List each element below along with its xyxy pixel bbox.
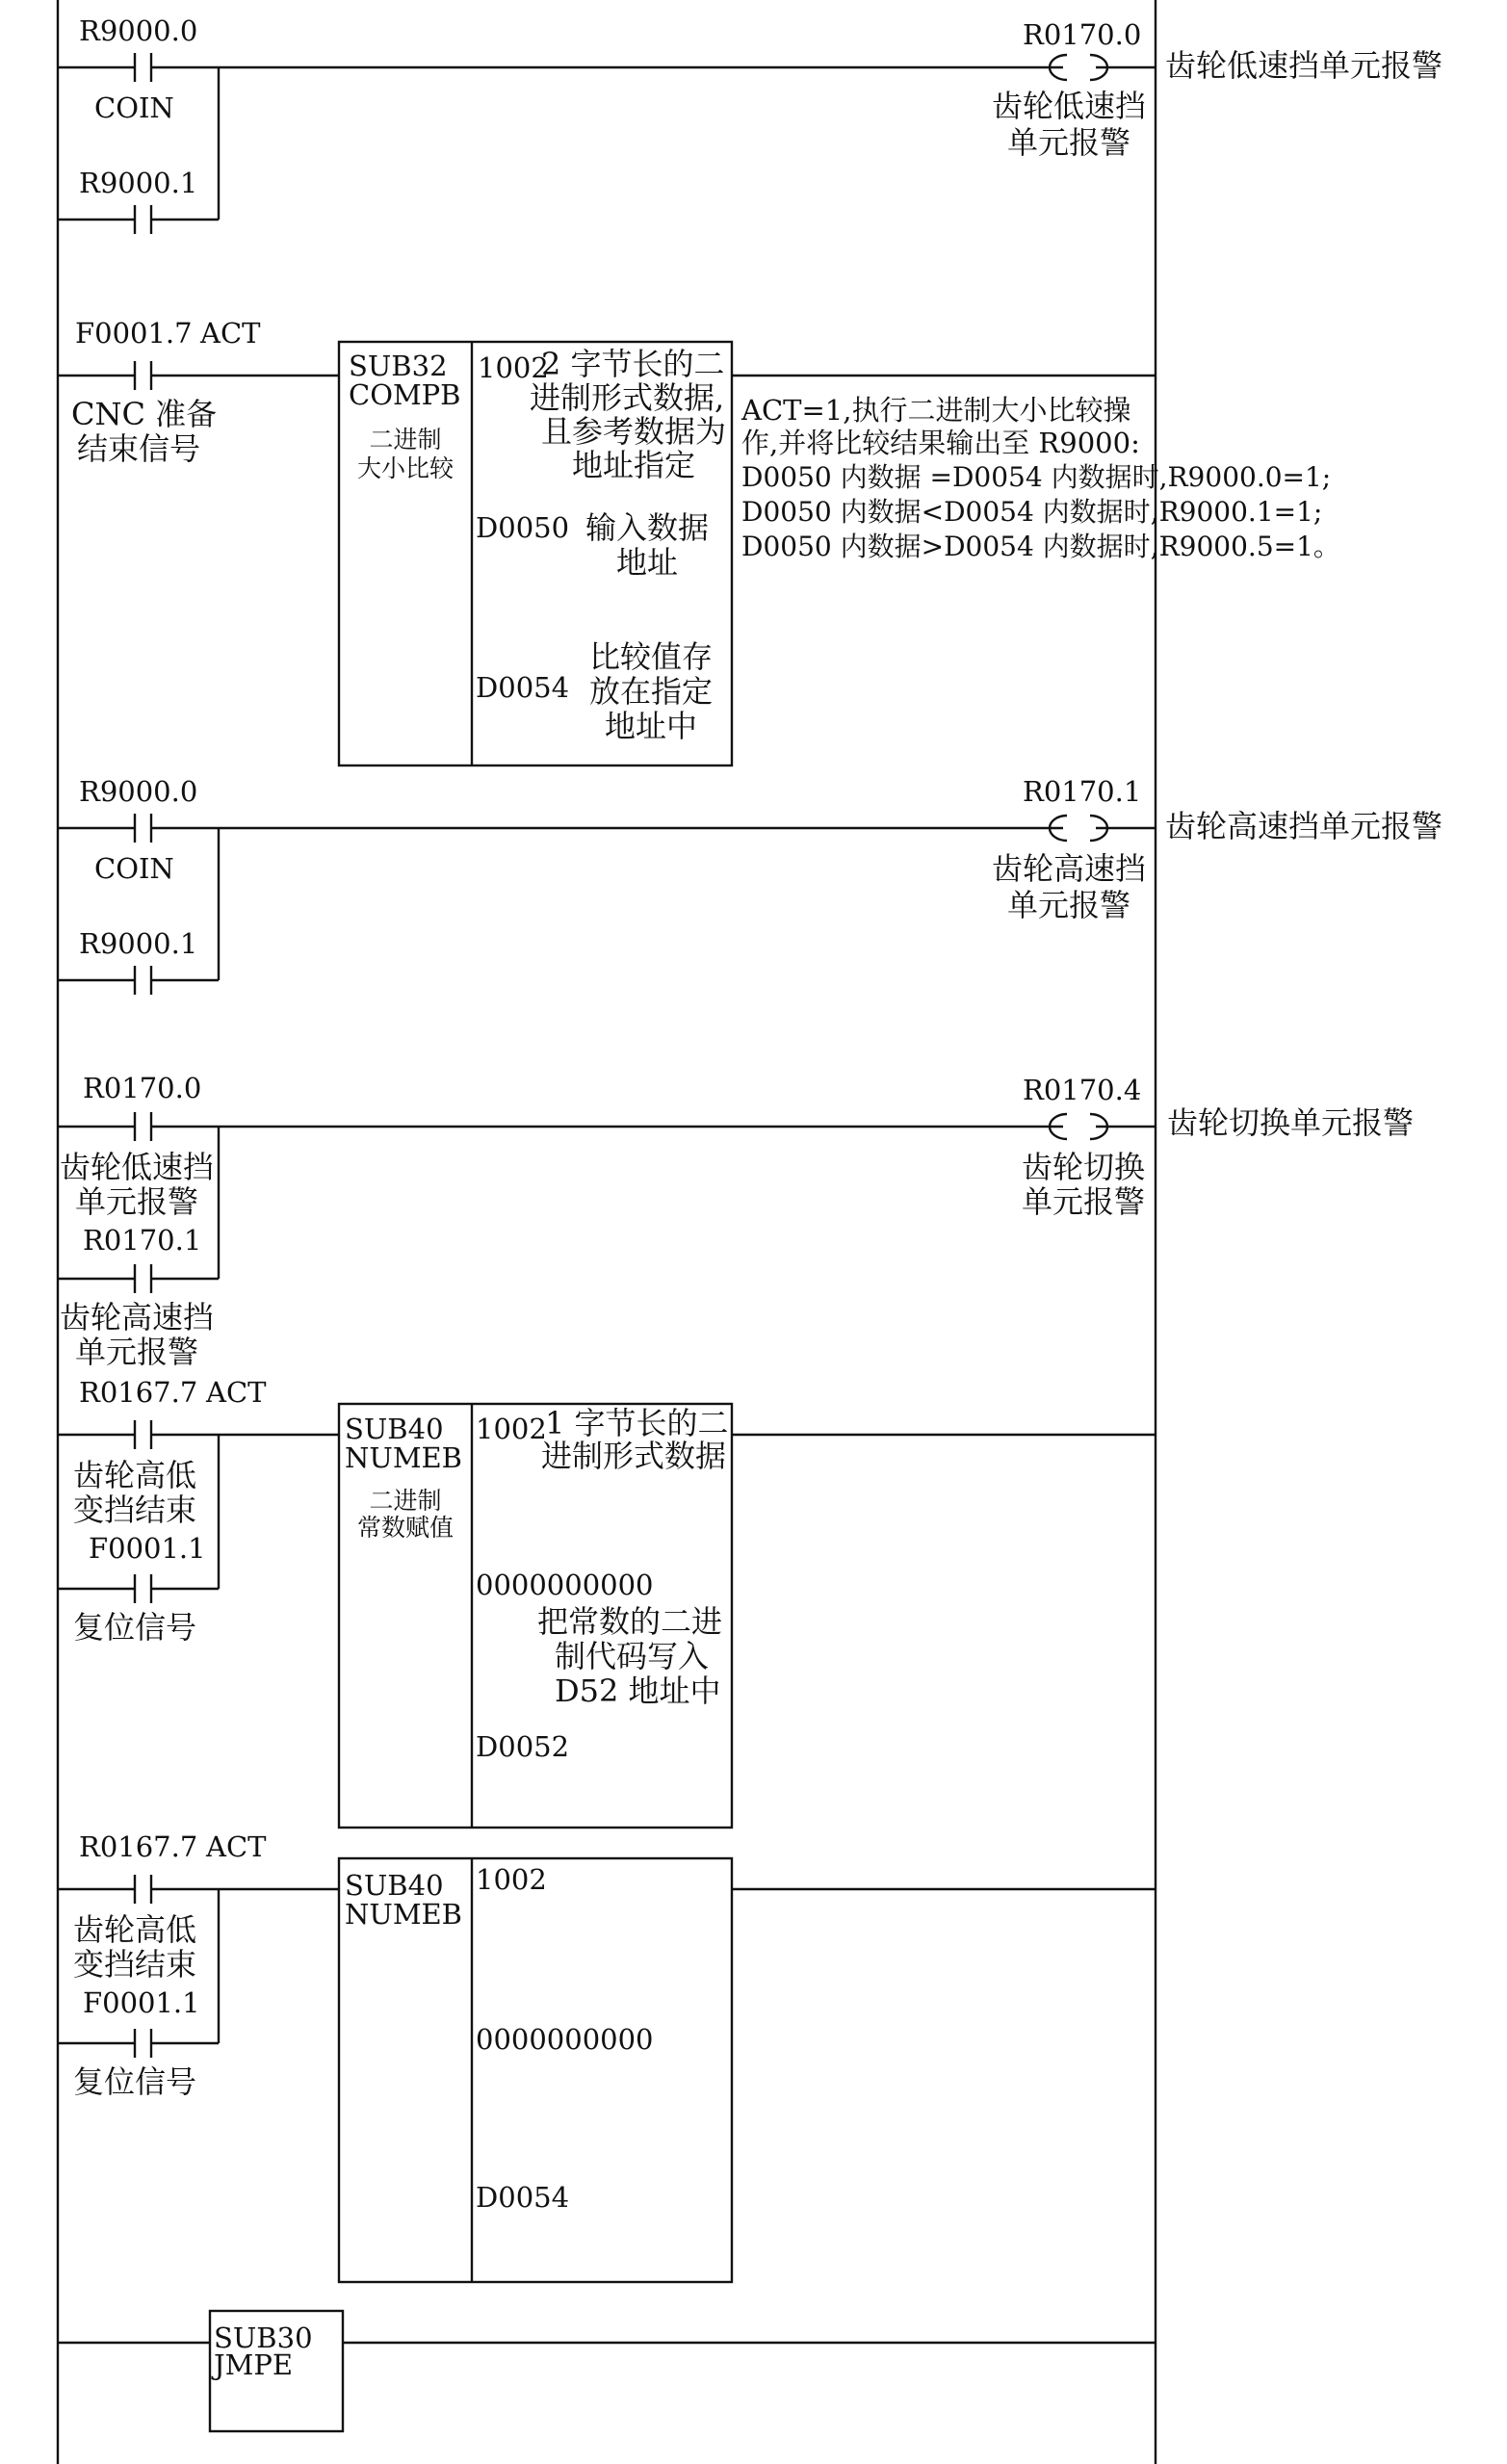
sub32-compare-addr: D0054 <box>476 671 570 704</box>
rung4-contact-b-desc-1: 齿轮高速挡 <box>60 1299 215 1336</box>
sub40-1-constant-desc-3: D52 地址中 <box>555 1673 721 1709</box>
rung3-contact-b-label: R9000.1 <box>79 927 198 960</box>
rung1-contact-a-label: R9000.0 <box>79 14 198 47</box>
sub30-block-name-1: SUB30 <box>214 2321 313 2354</box>
rung2-note-4: D0050 内数据<D0054 内数据时,R9000.1=1; <box>741 496 1323 528</box>
rung6-contact-b-label: F0001.1 <box>83 1986 200 2019</box>
sub40-1-format-desc-1: 1 字节长的二 <box>545 1405 729 1441</box>
sub40-2-block-name-2: NUMEB <box>345 1898 462 1931</box>
rung4-coil-desc-1: 齿轮切换 <box>1021 1149 1145 1185</box>
sub40-1-constant-desc-2: 制代码写入 <box>555 1638 710 1674</box>
sub40-1-block-name-2: NUMEB <box>345 1441 462 1474</box>
sub40-1-func-1: 二进制 <box>369 1487 442 1515</box>
rung4-contact-a-desc-1: 齿轮低速挡 <box>60 1149 215 1185</box>
rung6-contact-b-desc: 复位信号 <box>73 2063 197 2100</box>
rung5-contact-a-desc-2: 变挡结束 <box>73 1491 197 1528</box>
rung3-contact-a-sub: COIN <box>94 852 174 885</box>
sub40-1-format-code: 1002 <box>476 1413 547 1445</box>
rung-6-wiring <box>58 1858 1156 2282</box>
sub32-input-desc-2: 地址 <box>616 544 679 581</box>
rung3-coil-desc-2: 单元报警 <box>1006 887 1130 923</box>
sub32-format-code: 1002 <box>478 351 549 384</box>
sub40-1-constant-desc-1: 把常数的二进 <box>537 1603 723 1640</box>
rung6-act-label: ACT <box>206 1830 267 1863</box>
sub40-2-block-name-1: SUB40 <box>345 1869 444 1902</box>
rung1-contact-b-label: R9000.1 <box>79 167 198 199</box>
rung2-note-5: D0050 内数据>D0054 内数据时,R9000.5=1。 <box>741 531 1340 562</box>
rung6-contact-a-label: R0167.7 <box>79 1830 198 1863</box>
rung5-act-label: ACT <box>206 1376 267 1409</box>
rung2-note-3: D0050 内数据 =D0054 内数据时,R9000.0=1; <box>741 461 1332 493</box>
sub30-block-name-2: JMPE <box>214 2348 294 2381</box>
sub40-1-format-desc-2: 进制形式数据 <box>541 1438 727 1474</box>
sub32-input-desc-1: 输入数据 <box>585 509 710 546</box>
sub32-format-desc-1: 2 字节长的二 <box>541 346 725 382</box>
sub32-compare-desc-1: 比较值存 <box>589 638 714 675</box>
rung1-contact-a-sub: COIN <box>94 91 174 124</box>
rung1-side-note: 齿轮低速挡单元报警 <box>1165 47 1443 84</box>
sub40-2-constant: 0000000000 <box>476 2023 654 2056</box>
sub32-input-addr: D0050 <box>476 511 570 544</box>
rung4-side-note: 齿轮切换单元报警 <box>1167 1104 1415 1141</box>
sub32-format-desc-3: 且参考数据为 <box>541 413 727 450</box>
sub40-1-block-name-1: SUB40 <box>345 1413 444 1445</box>
rung2-contact-label: F0001.7 <box>75 317 193 350</box>
sub32-block-name-2: COMPB <box>349 378 461 411</box>
rung4-contact-a-label: R0170.0 <box>83 1072 202 1104</box>
rung4-coil-desc-2: 单元报警 <box>1021 1183 1145 1220</box>
sub32-format-desc-4: 地址指定 <box>572 447 696 483</box>
rung3-coil-desc-1: 齿轮高速挡 <box>991 850 1146 887</box>
rung2-contact-desc-1: CNC 准备 <box>71 396 218 432</box>
sub40-2-format-code: 1002 <box>476 1863 547 1896</box>
sub32-func-2: 大小比较 <box>356 454 454 482</box>
sub40-2-addr: D0054 <box>476 2181 570 2214</box>
sub40-1-addr: D0052 <box>476 1730 570 1763</box>
rung6-contact-a-desc-2: 变挡结束 <box>73 1946 197 1983</box>
rung4-coil-label: R0170.4 <box>1023 1074 1142 1106</box>
rung2-note-1: ACT=1,执行二进制大小比较操 <box>741 394 1131 427</box>
rung2-note-2: 作,并将比较结果输出至 R9000: <box>741 427 1140 459</box>
rung4-contact-a-desc-2: 单元报警 <box>75 1183 199 1220</box>
sub32-format-desc-2: 进制形式数据, <box>530 379 725 416</box>
rung3-side-note: 齿轮高速挡单元报警 <box>1165 808 1443 844</box>
sub32-compare-desc-2: 放在指定 <box>589 673 714 710</box>
sub40-1-constant: 0000000000 <box>476 1569 654 1601</box>
rung4-contact-b-desc-2: 单元报警 <box>75 1334 199 1370</box>
rung3-contact-a-label: R9000.0 <box>79 775 198 808</box>
rung2-act-label: ACT <box>200 317 261 350</box>
rung5-contact-b-desc: 复位信号 <box>73 1609 197 1646</box>
rung6-contact-a-desc-1: 齿轮高低 <box>73 1911 197 1948</box>
rung4-contact-b-label: R0170.1 <box>83 1224 202 1257</box>
rung2-contact-desc-2: 结束信号 <box>77 430 201 467</box>
sub32-block-name-1: SUB32 <box>349 350 448 382</box>
sub32-compare-desc-3: 地址中 <box>605 708 698 744</box>
sub32-func-1: 二进制 <box>369 426 442 454</box>
rung1-coil-desc-1: 齿轮低速挡 <box>991 88 1146 124</box>
sub40-1-func-2: 常数赋值 <box>356 1514 454 1542</box>
rung5-contact-a-desc-1: 齿轮高低 <box>73 1457 197 1493</box>
rung1-coil-desc-2: 单元报警 <box>1006 124 1130 161</box>
rung5-contact-a-label: R0167.7 <box>79 1376 198 1409</box>
rung5-contact-b-label: F0001.1 <box>89 1532 206 1565</box>
rung1-coil-label: R0170.0 <box>1023 18 1142 51</box>
rung3-coil-label: R0170.1 <box>1023 775 1142 808</box>
rung-4-wiring <box>58 1112 1156 1293</box>
